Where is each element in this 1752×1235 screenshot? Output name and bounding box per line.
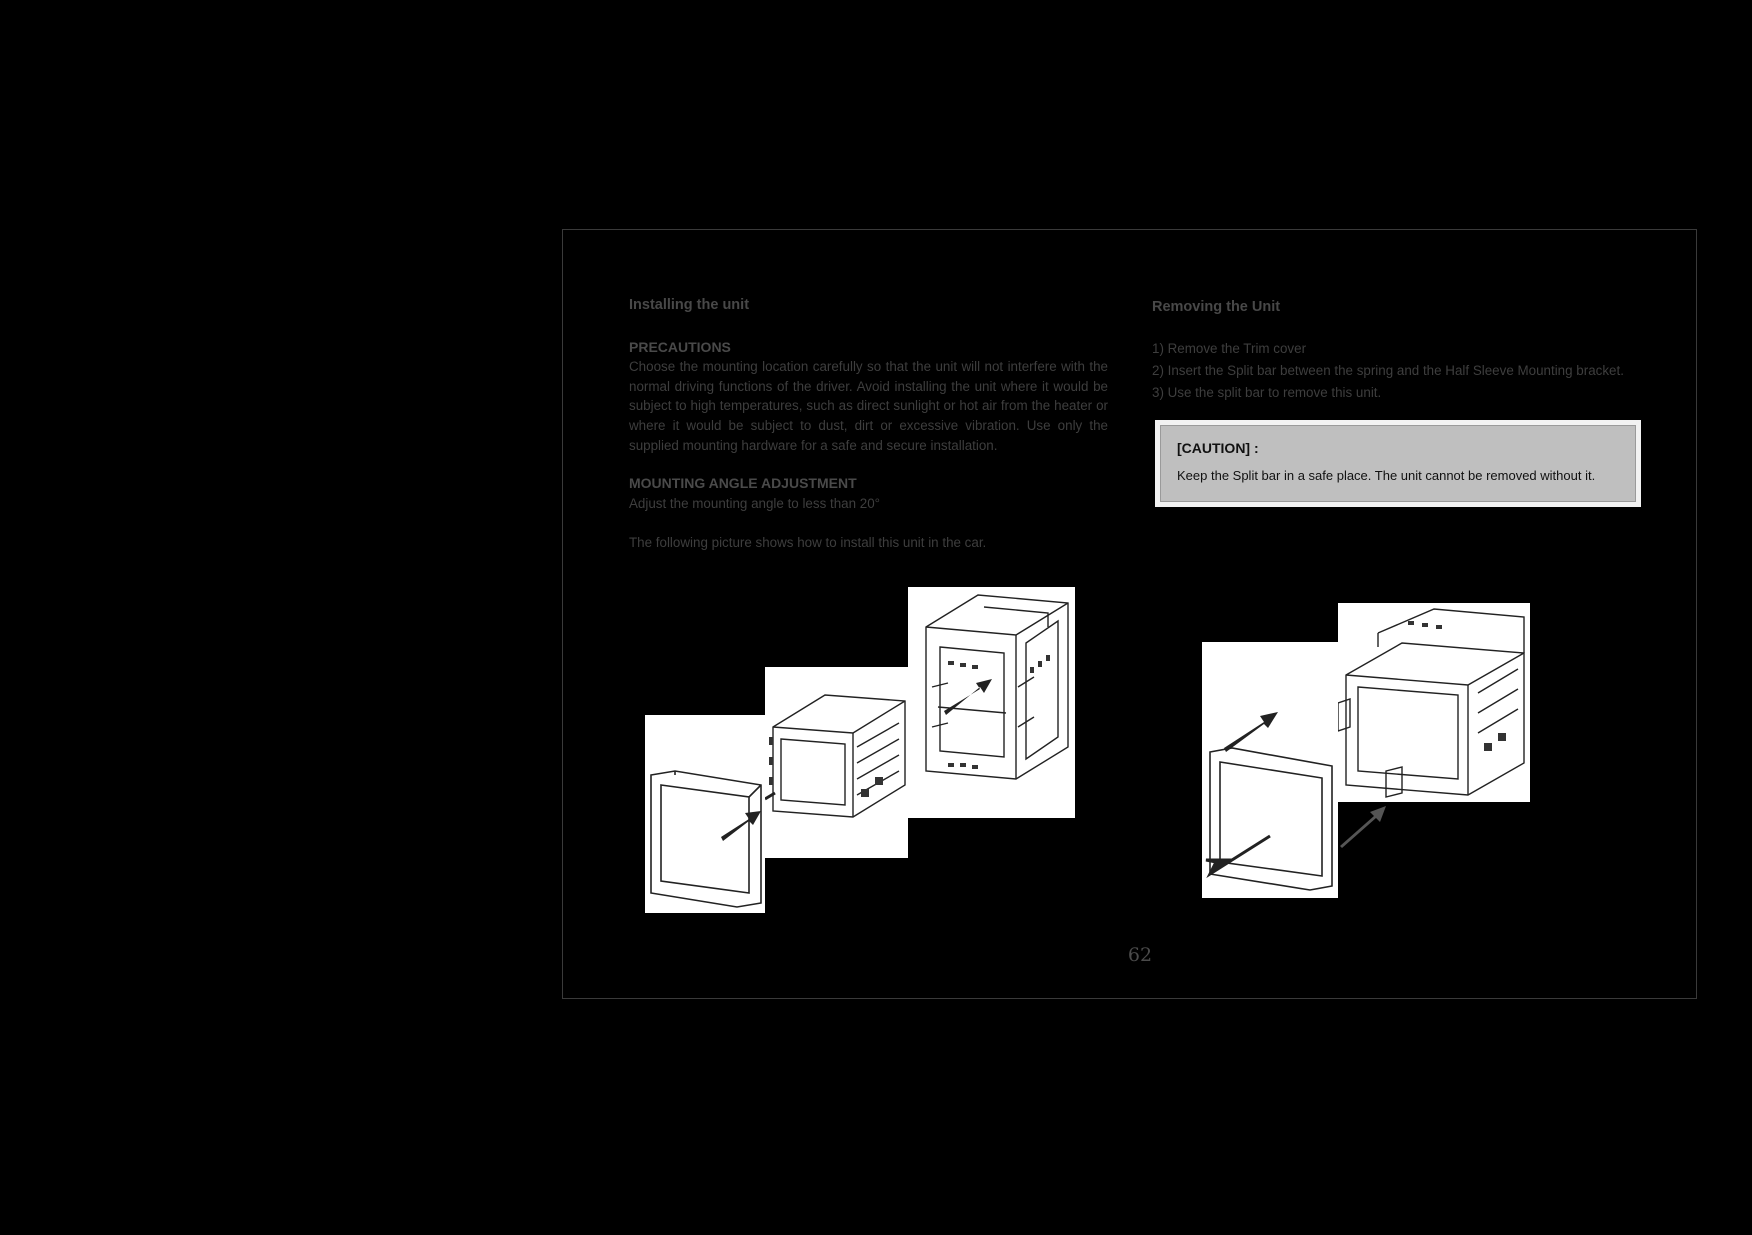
precautions-heading: PRECAUTIONS [629,338,731,355]
install-head-unit-illustration [765,667,908,858]
arrow-icon [721,811,761,841]
picture-note: The following picture shows how to install this unit in the car. [629,535,987,551]
remove-split-bar-arrow [1338,802,1390,850]
caution-title: [CAUTION] : [1177,440,1259,456]
arrow-icon [1224,712,1278,752]
remove-step-3: 3) Use the split bar to remove this unit. [1152,385,1382,400]
remove-section [1152,296,1642,404]
remove-step-2: 2) Insert the Split bar between the spring and the Half Sleeve Mounting bracket. [1152,363,1624,378]
page-number: 62 [1127,944,1153,966]
remove-unit-in-sleeve-illustration [1338,603,1530,802]
remove-title: Removing the Unit [1152,299,1281,315]
angle-heading: MOUNTING ANGLE ADJUSTMENT [629,475,857,492]
angle-text: Adjust the mounting angle to less than 20° [629,495,881,511]
mounting-sleeve-icon [908,587,1075,818]
head-unit-icon [765,667,908,858]
trim-frame-icon [1202,642,1338,898]
install-trim-frame-illustration [645,715,765,913]
unit-in-sleeve-icon [1338,603,1530,802]
caution-text: Keep the Split bar in a safe place. The unit cannot be removed without it. [1177,468,1596,483]
install-title: Installing the unit [629,297,750,313]
remove-step-1: 1) Remove the Trim cover [1152,341,1307,356]
arrow-icon [1338,802,1390,850]
remove-trim-frame-illustration [1202,642,1338,898]
trim-frame-icon [645,715,765,913]
install-sleeve-illustration [908,587,1075,818]
install-section [629,296,1108,553]
precautions-text: Choose the mounting location carefully so that the unit will not interfere with the normal driving functions of the driver. Avoid installing the unit where it would be subject to high temperatures, such as direct sunlight or hot air from the heater or where it would be subject to dust, dirt or excessive vibration. Use only the supplied mounting hardware for a safe and secure installation. [629,359,1108,453]
caution-panel [1160,425,1636,502]
caution-box [1155,420,1641,507]
